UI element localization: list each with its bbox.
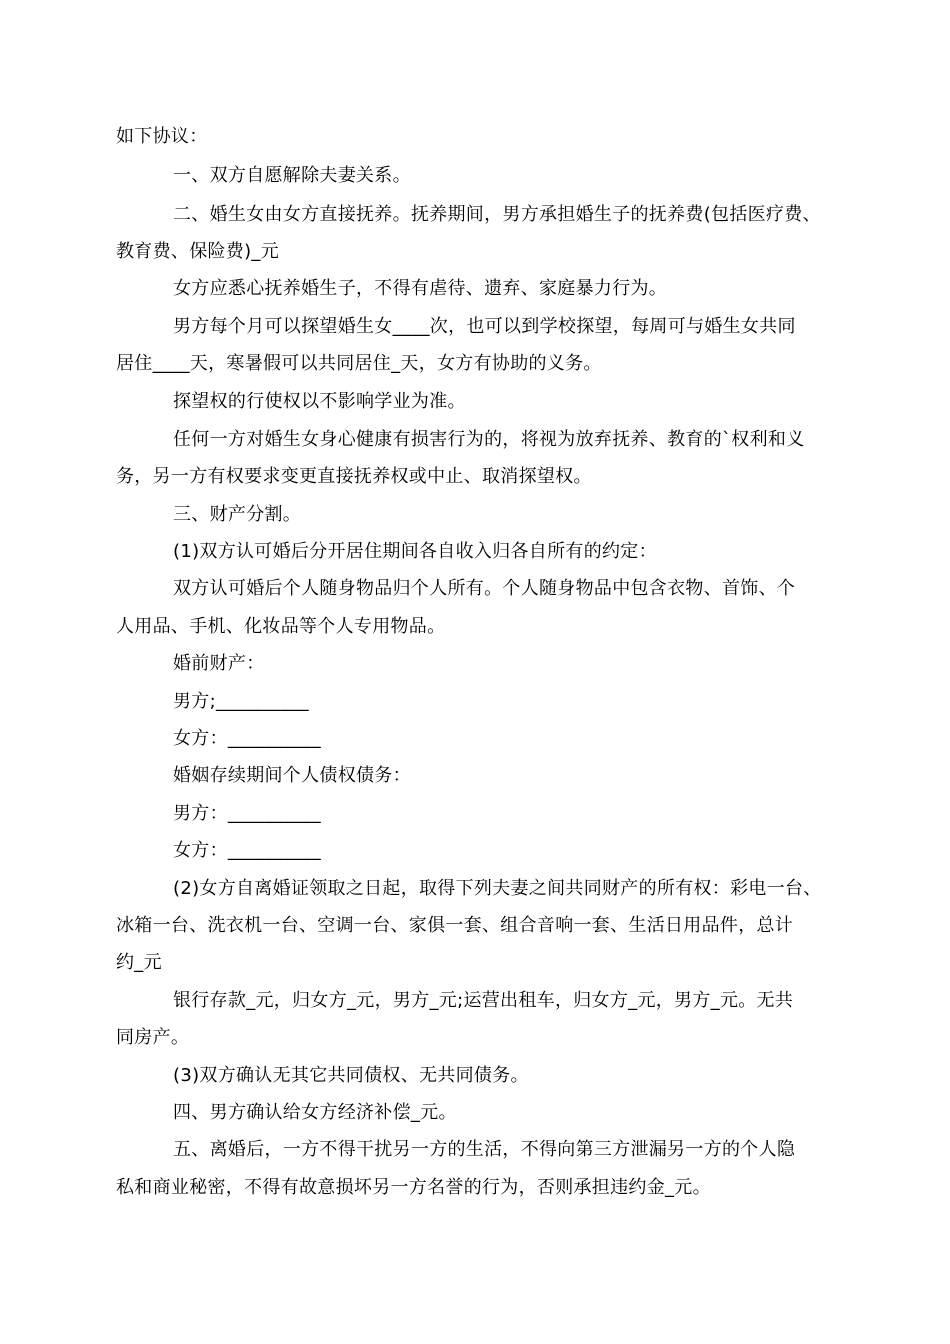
debts-male: 男方：__________ [173,803,321,824]
personal-items-line-1: 双方认可婚后个人随身物品归个人所有。个人随身物品中包含衣物、首饰、个 [173,578,796,599]
clause-2-line-1: 二、婚生女由女方直接抚养。抚养期间，男方承担婚生子的抚养费(包括医疗费、 [173,204,821,225]
intro-line: 如下协议： [116,126,208,147]
bank-deposit-line-2: 同房产。 [116,1027,190,1048]
property-item-2-line-2: 冰箱一台、洗衣机一台、空调一台、家俱一套、组合音响一套、生活日用品件，总计 [116,915,794,936]
clause-1: 一、双方自愿解除夫妻关系。 [173,165,411,186]
property-item-3: (3)双方确认无其它共同债权、无共同债务。 [173,1065,529,1086]
premarital-female: 女方：__________ [173,728,321,749]
property-item-2-line-3: 约_元 [116,952,162,973]
harm-clause-line-1: 任何一方对婚生女身心健康有损害行为的，将视为放弃抚养、教育的`权利和义 [173,429,805,450]
visitation-rule: 探望权的行使权以不影响学业为准。 [173,391,466,412]
personal-items-line-2: 人用品、手机、化妆品等个人专用物品。 [116,616,446,637]
clause-2-para-duty: 女方应悉心抚养婚生子，不得有虐待、遗弃、家庭暴力行为。 [173,278,668,299]
clause-2-line-2: 教育费、保险费)_元 [116,241,280,262]
property-item-1: (1)双方认可婚后分开居住期间各自收入归各自所有的约定： [173,541,657,562]
bank-deposit-line-1: 银行存款_元，归女方_元，男方_元;运营出租车，归女方_元，男方_元。无共 [173,990,794,1011]
visitation-line-1: 男方每个月可以探望婚生女____次，也可以到学校探望，每周可与婚生女共同 [173,316,796,337]
visitation-line-2: 居住____天，寒暑假可以共同居住_天，女方有协助的义务。 [116,353,602,374]
property-item-2-line-1: (2)女方自离婚证领取之日起，取得下列夫妻之间共同财产的所有权：彩电一台、 [173,878,822,899]
clause-5-line-1: 五、离婚后，一方不得干扰另一方的生活，不得向第三方泄漏另一方的个人隐 [173,1139,796,1160]
harm-clause-line-2: 务，另一方有权要求变更直接抚养权或中止、取消探望权。 [116,466,592,487]
debts-female: 女方：__________ [173,840,321,861]
clause-4: 四、男方确认给女方经济补偿_元。 [173,1102,457,1123]
premarital-male: 男方;__________ [173,691,309,712]
premarital-heading: 婚前财产： [173,653,265,674]
clause-3-heading: 三、财产分割。 [173,504,302,525]
clause-5-line-2: 私和商业秘密，不得有故意损坏另一方名誉的行为，否则承担违约金_元。 [116,1177,711,1198]
debts-heading: 婚姻存续期间个人债权债务： [173,765,411,786]
